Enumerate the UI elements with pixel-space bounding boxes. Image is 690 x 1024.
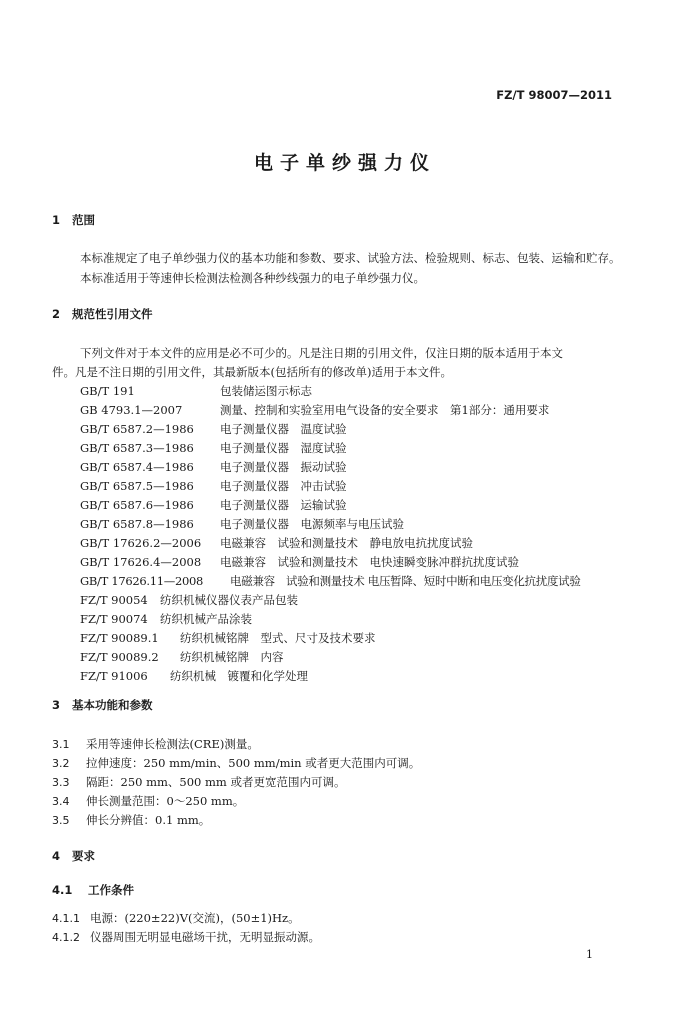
clause-item — [52, 812, 210, 828]
reference-code: GB/T 6587.8—1986 — [80, 517, 194, 531]
reference-code: GB/T 191 — [80, 384, 135, 398]
reference-code: FZ/T 90054 — [80, 593, 148, 607]
reference-item — [80, 630, 376, 646]
clause-item — [52, 910, 300, 926]
reference-item — [80, 611, 252, 627]
section-4-heading — [52, 848, 95, 864]
clause-text: 拉伸速度：250 mm/min、500 mm/min 或者更大范围内可调。 — [86, 756, 421, 770]
reference-item — [80, 459, 347, 475]
reference-title: 电磁兼容 试验和测量技术 电快速瞬变脉冲群抗扰度试验 — [220, 555, 519, 569]
clause-text: 电源：(220±22)V(交流)，(50±1)Hz。 — [90, 911, 300, 925]
section-number: 4 — [52, 849, 61, 863]
reference-title: 测量、控制和实验室用电气设备的安全要求 第1部分：通用要求 — [220, 403, 550, 417]
reference-title: 电子测量仪器 冲击试验 — [220, 479, 347, 493]
reference-item — [80, 516, 404, 532]
section-title: 基本功能和参数 — [72, 698, 153, 712]
section-number: 1 — [52, 213, 61, 227]
reference-item — [80, 497, 347, 513]
reference-item — [80, 478, 347, 494]
reference-title: 电子测量仪器 电源频率与电压试验 — [220, 517, 404, 531]
reference-code: GB/T 17626.2—2006 — [80, 536, 202, 550]
section-2-heading — [52, 306, 153, 322]
reference-code: GB/T 6587.2—1986 — [80, 422, 194, 436]
reference-title: 电子测量仪器 运输试验 — [220, 498, 347, 512]
standard-code: FZ/T 98007—2011 — [496, 88, 612, 102]
references-intro-line-2: 件。凡是不注日期的引用文件，其最新版本(包括所有的修改单)适用于本文件。 — [52, 365, 452, 379]
clause-text: 隔距：250 mm、500 mm 或者更宽范围内可调。 — [86, 775, 346, 789]
reference-item — [80, 440, 347, 456]
section-title: 范围 — [72, 213, 95, 227]
reference-title: 纺织机械铭牌 型式、尺寸及技术要求 — [180, 631, 376, 645]
reference-title: 电磁兼容 试验和测量技术 静电放电抗扰度试验 — [220, 536, 473, 550]
reference-code: FZ/T 90089.1 — [80, 631, 159, 645]
reference-code: FZ/T 90074 — [80, 612, 148, 626]
reference-item — [80, 535, 473, 551]
reference-code: GB/T 6587.4—1986 — [80, 460, 194, 474]
reference-code: GB/T 6587.5—1986 — [80, 479, 194, 493]
clause-number: 3.1 — [52, 738, 70, 751]
reference-code: GB/T 17626.11—2008 — [80, 574, 204, 588]
clause-text: 伸长测量范围：0～250 mm。 — [86, 794, 245, 808]
clause-number: 3.2 — [52, 757, 70, 770]
page-number: 1 — [586, 948, 593, 961]
subsection-number: 4.1 — [52, 883, 73, 897]
clause-number: 3.3 — [52, 776, 70, 789]
reference-code: FZ/T 90089.2 — [80, 650, 159, 664]
reference-title: 包装储运图示标志 — [220, 384, 312, 398]
clause-text: 仪器周围无明显电磁场干扰，无明显振动源。 — [90, 930, 320, 944]
reference-code: GB/T 17626.4—2008 — [80, 555, 202, 569]
reference-item — [80, 592, 298, 608]
section-3-heading — [52, 697, 153, 713]
reference-title: 电子测量仪器 振动试验 — [220, 460, 347, 474]
subsection-title: 工作条件 — [88, 883, 134, 897]
subsection-4-1-heading — [52, 882, 134, 898]
scope-paragraph-2: 本标准适用于等速伸长检测法检测各种纱线强力的电子单纱强力仪。 — [80, 271, 425, 285]
clause-item — [52, 793, 244, 809]
section-number: 2 — [52, 307, 61, 321]
reference-title: 纺织机械 镀覆和化学处理 — [170, 669, 308, 683]
reference-item — [80, 668, 308, 684]
clause-text: 伸长分辨值：0.1 mm。 — [86, 813, 211, 827]
section-title: 规范性引用文件 — [72, 307, 153, 321]
reference-title: 纺织机械仪器仪表产品包装 — [160, 593, 298, 607]
reference-item — [80, 554, 519, 570]
reference-code: FZ/T 91006 — [80, 669, 148, 683]
reference-title: 纺织机械产品涂装 — [160, 612, 252, 626]
clause-item — [52, 929, 320, 945]
scope-paragraph-1: 本标准规定了电子单纱强力仪的基本功能和参数、要求、试验方法、检验规则、标志、包装、运输和贮存。 — [80, 251, 621, 265]
clause-number: 4.1.2 — [52, 931, 80, 944]
section-number: 3 — [52, 698, 61, 712]
clause-number: 4.1.1 — [52, 912, 80, 925]
section-title: 要求 — [72, 849, 95, 863]
reference-code: GB/T 6587.3—1986 — [80, 441, 194, 455]
reference-title: 电子测量仪器 湿度试验 — [220, 441, 347, 455]
clause-text: 采用等速伸长检测法(CRE)测量。 — [86, 737, 259, 751]
reference-item — [80, 383, 312, 399]
reference-title: 电子测量仪器 温度试验 — [220, 422, 347, 436]
reference-item — [80, 649, 284, 665]
reference-item — [80, 573, 581, 589]
reference-title: 电磁兼容 试验和测量技术 电压暂降、短时中断和电压变化抗扰度试验 — [230, 574, 581, 588]
section-1-heading — [52, 212, 95, 228]
document-title: 电子单纱强力仪 — [253, 152, 436, 174]
clause-number: 3.5 — [52, 814, 70, 827]
clause-item — [52, 774, 345, 790]
clause-item — [52, 755, 420, 771]
clause-item — [52, 736, 259, 752]
reference-item — [80, 421, 347, 437]
reference-code: GB 4793.1—2007 — [80, 403, 183, 417]
references-intro-line-1: 下列文件对于本文件的应用是必不可少的。凡是注日期的引用文件，仅注日期的版本适用于本文 — [80, 346, 563, 360]
reference-item — [80, 402, 549, 418]
clause-number: 3.4 — [52, 795, 70, 808]
reference-title: 纺织机械铭牌 内容 — [180, 650, 284, 664]
reference-code: GB/T 6587.6—1986 — [80, 498, 194, 512]
